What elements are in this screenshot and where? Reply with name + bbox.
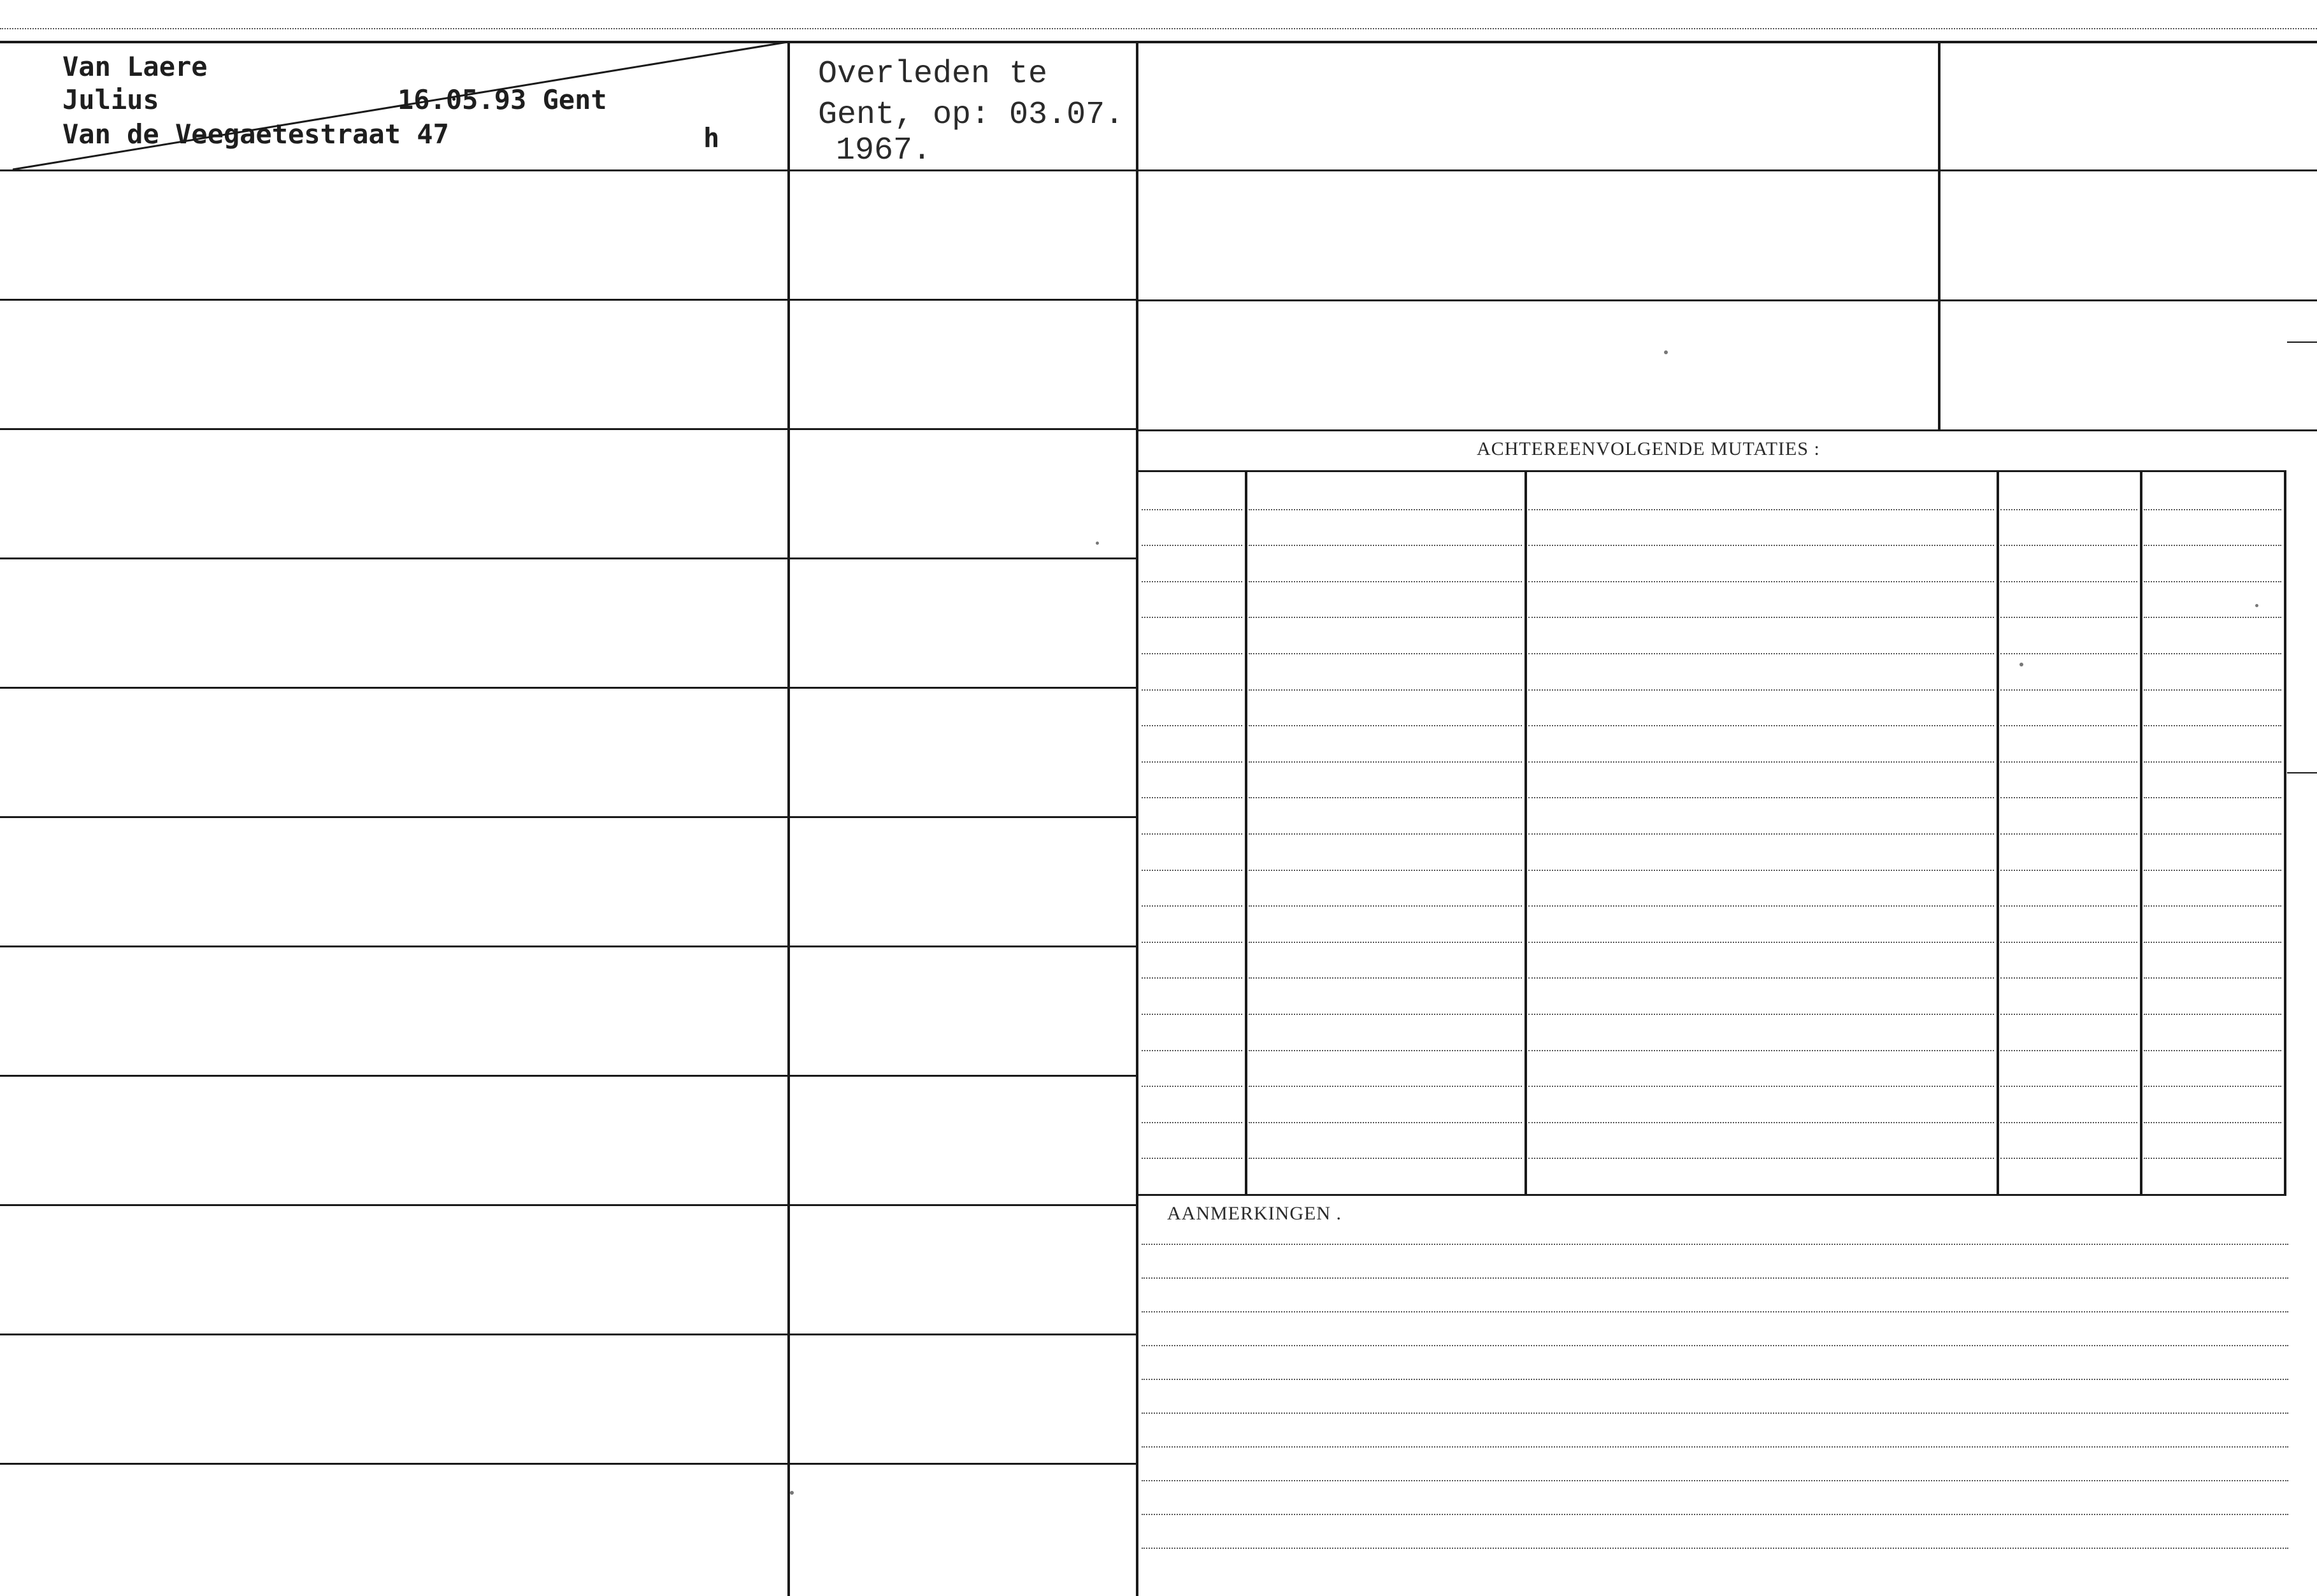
mutation-row-line (2144, 977, 2281, 979)
remark-row-line (1142, 1446, 2288, 1448)
address: Van de Veegaetestraat 47 (62, 119, 449, 150)
mutation-row-line (2144, 1158, 2281, 1159)
middle-row-line (790, 428, 1137, 430)
mutation-row-line (1142, 1122, 1242, 1123)
mutation-row-line (2144, 1086, 2281, 1087)
mutation-row-line (2000, 1158, 2137, 1159)
mutation-row-line (1528, 509, 1994, 510)
mutation-row-line (1142, 977, 1242, 979)
remark-row-line (1142, 1548, 2288, 1549)
remark-row-line (1142, 1311, 2288, 1312)
left-row-line (0, 1334, 789, 1335)
mutations-title: ACHTEREENVOLGENDE MUTATIES : (1477, 438, 1820, 459)
left-row-line (0, 557, 789, 559)
mutation-row-line (1249, 509, 1522, 510)
remark-row-line (1142, 1413, 2288, 1414)
death-line-3: 1967. (836, 133, 932, 169)
mutation-row-line (2144, 545, 2281, 546)
mutation-row-line (1142, 725, 1242, 726)
remark-row-line (1142, 1244, 2288, 1245)
mutation-row-line (2000, 797, 2137, 798)
mutation-row-line (2000, 581, 2137, 582)
mutation-row-line (1142, 1014, 1242, 1015)
mutations-top-line (1138, 470, 2286, 472)
mutation-row-line (1142, 761, 1242, 763)
mutation-row-line (2000, 1086, 2137, 1087)
mutation-row-line (1528, 1050, 1994, 1051)
mutation-row-line (1249, 653, 1522, 654)
mutation-row-line (1528, 581, 1994, 582)
mutation-row-line (1142, 1158, 1242, 1159)
mutation-row-line (1142, 870, 1242, 871)
middle-row-line (790, 687, 1137, 689)
left-row-line (0, 299, 789, 301)
mutation-row-line (1142, 545, 1242, 546)
firstname: Julius (62, 84, 159, 115)
mutation-row-line (1528, 689, 1994, 691)
mutation-row-line (1249, 1050, 1522, 1051)
mutation-row-line (1249, 581, 1522, 582)
middle-row-line (790, 1204, 1137, 1206)
mutation-row-line (2144, 833, 2281, 835)
mutation-row-line (1249, 833, 1522, 835)
mutation-row-line (2144, 797, 2281, 798)
mark: h (703, 122, 720, 154)
mutation-row-line (2000, 1050, 2137, 1051)
divider-right-top (1938, 42, 1940, 429)
surname: Van Laere (62, 51, 208, 82)
left-row-line (0, 1463, 789, 1465)
left-row-line (0, 1204, 789, 1206)
mutation-row-line (1249, 977, 1522, 979)
right-top-row-3 (1138, 429, 2317, 431)
middle-row-line (790, 299, 1137, 301)
middle-row-line (790, 557, 1137, 559)
mutation-row-line (1249, 725, 1522, 726)
remark-row-line (1142, 1379, 2288, 1380)
middle-row-line (790, 945, 1137, 947)
right-top-row-2 (1138, 299, 2317, 301)
mutation-row-line (1249, 1086, 1522, 1087)
mutation-row-line (1528, 617, 1994, 618)
mutation-row-line (2000, 977, 2137, 979)
mutation-row-line (1249, 1158, 1522, 1159)
mutations-col-2 (1524, 471, 1527, 1195)
middle-row-line (790, 816, 1137, 818)
mutation-row-line (1528, 761, 1994, 763)
middle-row-line (790, 1075, 1137, 1077)
left-row-line (0, 945, 789, 947)
mutation-row-line (2144, 653, 2281, 654)
mutation-row-line (2000, 689, 2137, 691)
mutation-row-line (1528, 833, 1994, 835)
mutations-bottom-line (1138, 1194, 2286, 1196)
mutation-row-line (2000, 509, 2137, 510)
margin-tick-1 (2287, 341, 2317, 343)
mutation-row-line (1142, 689, 1242, 691)
mutation-row-line (1249, 617, 1522, 618)
mutation-row-line (2000, 1122, 2137, 1123)
mutation-row-line (1142, 581, 1242, 582)
mutation-row-line (1142, 509, 1242, 510)
mutation-row-line (2000, 617, 2137, 618)
mutation-row-line (1528, 977, 1994, 979)
mutation-row-line (1249, 797, 1522, 798)
mutation-row-line (1249, 1014, 1522, 1015)
mutation-row-line (1249, 689, 1522, 691)
mutation-row-line (2144, 942, 2281, 943)
mutation-row-line (1528, 1122, 1994, 1123)
mutation-row-line (1528, 942, 1994, 943)
mutation-row-line (1142, 942, 1242, 943)
birth-date: 16.05.93 Gent (398, 84, 607, 115)
mutation-row-line (2000, 870, 2137, 871)
middle-row-line (790, 1463, 1137, 1465)
mutation-row-line (2144, 581, 2281, 582)
mutation-row-line (2000, 905, 2137, 907)
mutation-row-line (2000, 725, 2137, 726)
mutation-row-line (1142, 1050, 1242, 1051)
mutation-row-line (1142, 617, 1242, 618)
margin-tick-2 (2287, 772, 2317, 773)
middle-row-line (790, 1334, 1137, 1335)
mutation-row-line (1528, 1014, 1994, 1015)
left-row-line (0, 816, 789, 818)
remarks-title: AANMERKINGEN . (1167, 1203, 1342, 1224)
speck (1664, 350, 1668, 354)
mutation-row-line (1528, 870, 1994, 871)
mutation-row-line (1528, 905, 1994, 907)
mutation-row-line (2000, 545, 2137, 546)
remark-row-line (1142, 1514, 2288, 1515)
mutation-row-line (1249, 1122, 1522, 1123)
top-edge (0, 28, 2317, 29)
mutation-row-line (1528, 725, 1994, 726)
mutation-row-line (2144, 725, 2281, 726)
divider-left (787, 42, 790, 1596)
mutation-row-line (2144, 761, 2281, 763)
mutation-row-line (2000, 761, 2137, 763)
remark-row-line (1142, 1480, 2288, 1481)
mutation-row-line (1528, 1158, 1994, 1159)
mutation-row-line (1142, 905, 1242, 907)
speck (2019, 663, 2023, 666)
divider-middle (1136, 42, 1138, 1596)
mutation-row-line (1528, 545, 1994, 546)
mutation-row-line (2144, 689, 2281, 691)
mutations-col-3 (1997, 471, 1999, 1195)
mutation-row-line (2144, 509, 2281, 510)
mutation-row-line (1249, 905, 1522, 907)
mutation-row-line (2000, 942, 2137, 943)
mutation-row-line (1528, 1086, 1994, 1087)
left-row-line (0, 1075, 789, 1077)
mutation-row-line (2144, 870, 2281, 871)
remark-row-line (1142, 1277, 2288, 1279)
mutation-row-line (2000, 653, 2137, 654)
death-line-2: Gent, op: 03.07. (818, 97, 1124, 133)
mutation-row-line (1142, 833, 1242, 835)
mutation-row-line (2000, 1014, 2137, 1015)
mutation-row-line (2000, 833, 2137, 835)
mutation-row-line (2144, 1050, 2281, 1051)
mutation-row-line (1249, 942, 1522, 943)
speck (2255, 604, 2258, 607)
death-line-1: Overleden te (818, 56, 1048, 92)
mutation-row-line (1249, 870, 1522, 871)
remark-row-line (1142, 1345, 2288, 1346)
mutation-row-line (1142, 1086, 1242, 1087)
mutation-row-line (2144, 617, 2281, 618)
mutations-col-1 (1245, 471, 1247, 1195)
strike-diagonal (0, 38, 790, 178)
speck (1096, 542, 1099, 545)
right-top-row-1 (1138, 169, 2317, 171)
mutation-row-line (1142, 653, 1242, 654)
mutation-row-line (1142, 797, 1242, 798)
mutation-row-line (2144, 1014, 2281, 1015)
mutation-row-line (2144, 1122, 2281, 1123)
speck (790, 1491, 794, 1495)
mutation-row-line (1528, 797, 1994, 798)
left-row-line (0, 687, 789, 689)
mutation-row-line (1249, 761, 1522, 763)
left-row-line (0, 428, 789, 430)
mutation-row-line (1528, 653, 1994, 654)
mutation-row-line (1249, 545, 1522, 546)
mutations-col-4 (2140, 471, 2142, 1195)
mutation-row-line (2144, 905, 2281, 907)
mutations-col-5 (2284, 471, 2286, 1195)
